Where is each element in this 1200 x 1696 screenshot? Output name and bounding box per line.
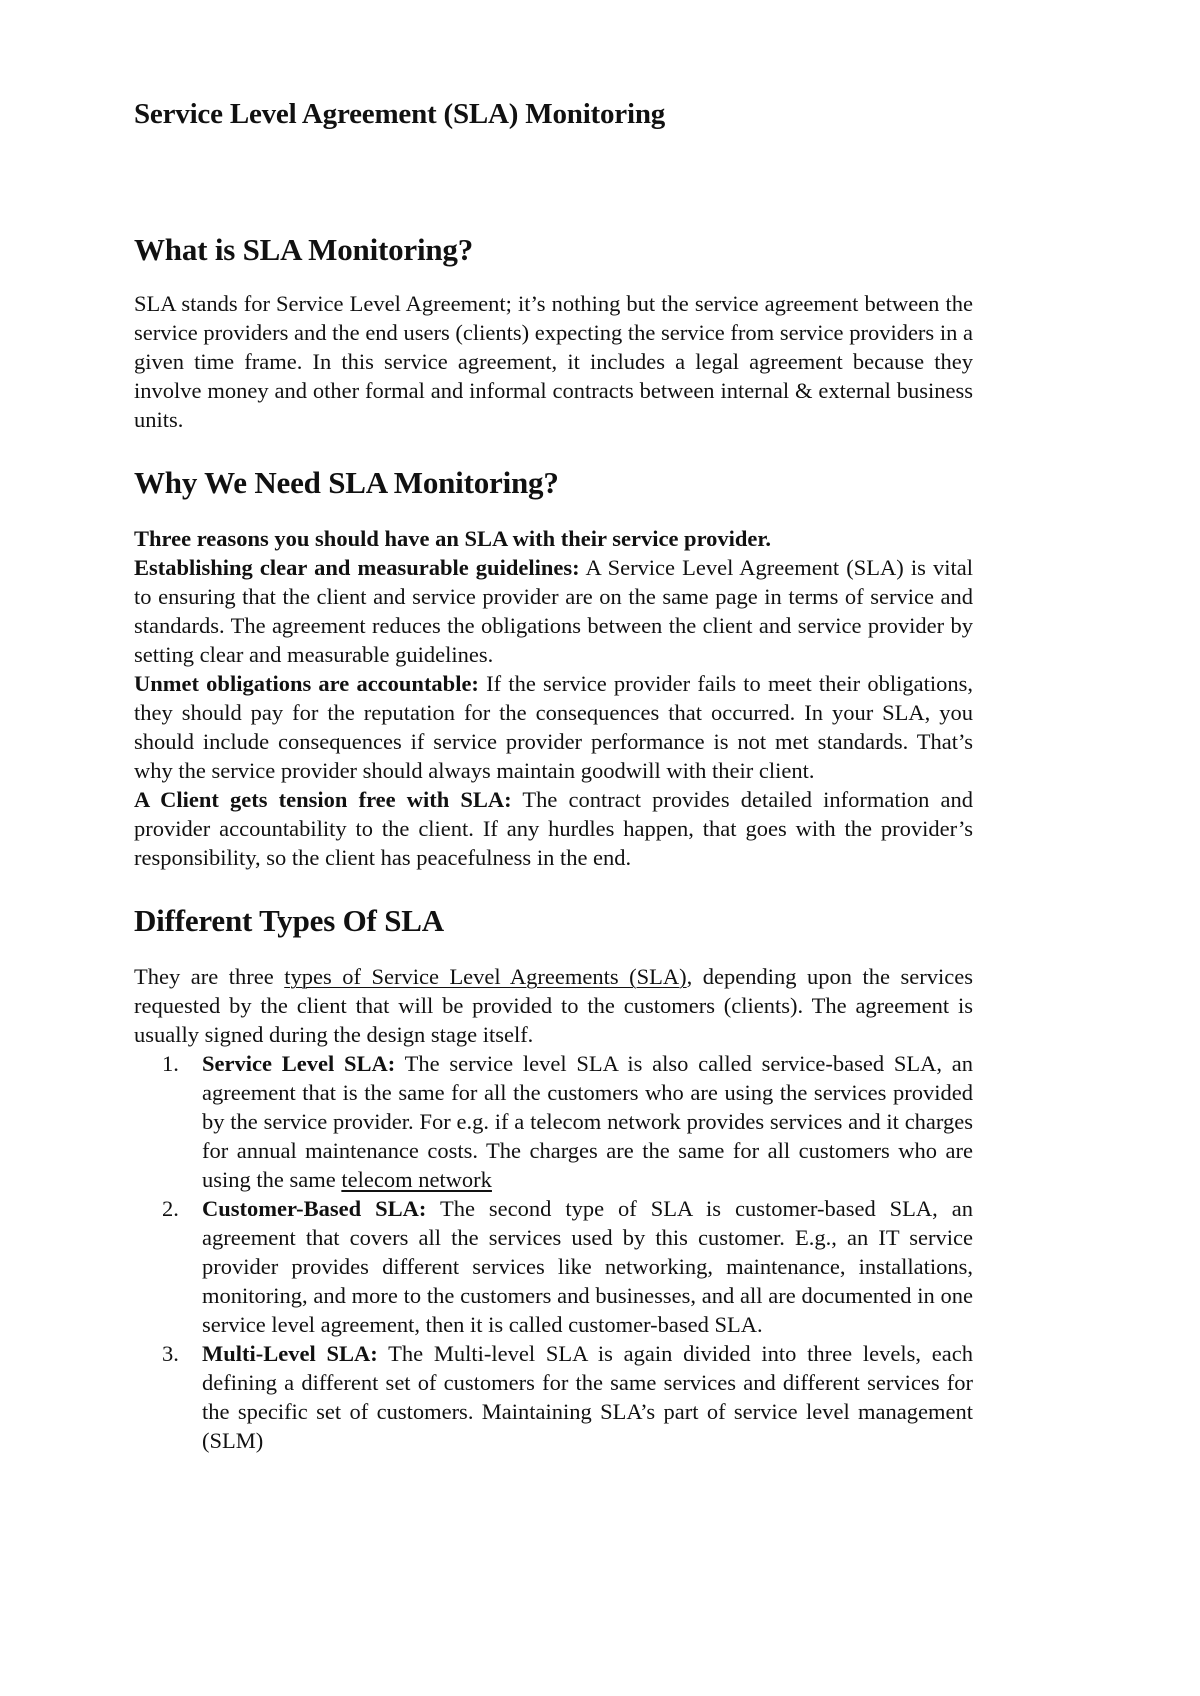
reason-label: Unmet obligations are accountable:: [134, 671, 479, 696]
reasons-intro-text: Three reasons you should have an SLA with their service provider.: [134, 526, 771, 551]
link-telecom-network[interactable]: telecom network: [341, 1167, 492, 1192]
list-item-text: The service level SLA is also called service-based SLA, an agreement that is the same for all the customers who are using the services provided by the service provider. For e.g. if a telecom network provides services and it charges for annual maintenance costs. The charges are the same for all customers who are using the same: [202, 1051, 973, 1192]
paragraph-types-intro: [134, 962, 973, 1049]
list-number: 1.: [162, 1051, 179, 1076]
list-number: 2.: [162, 1196, 179, 1221]
reason-tension-free: [134, 785, 973, 872]
heading-different-types-of-sla: Different Types Of SLA: [134, 903, 444, 938]
list-item-customer-based-sla: [134, 1194, 973, 1339]
document-title: Service Level Agreement (SLA) Monitoring: [134, 98, 666, 130]
reason-text: If the service provider fails to meet their obligations, they should pay for the reputation for the consequences that occurred. In your SLA, you should include consequences if service provider performance is not met standards. That’s why the service provider should always maintain goodwill with their client.: [134, 671, 973, 783]
reason-clear-guidelines: [134, 553, 973, 669]
types-intro-before: They are three: [134, 964, 285, 989]
reason-text: The contract provides detailed information and provider accountability to the client. If any hurdles happen, that goes with the provider’s responsibility, so the client has peacefulness in the end.: [134, 787, 973, 870]
reason-label: A Client gets tension free with SLA:: [134, 787, 512, 812]
list-item-label: Multi-Level SLA:: [202, 1341, 378, 1366]
reasons-block: [134, 524, 973, 872]
list-number: 3.: [162, 1341, 179, 1366]
heading-what-is-sla-monitoring: What is SLA Monitoring?: [134, 232, 474, 267]
list-item-label: Customer-Based SLA:: [202, 1196, 427, 1221]
list-item-multi-level-sla: [134, 1339, 973, 1455]
sla-types-list: [134, 1049, 973, 1455]
list-item-text: The Multi-level SLA is again divided into three levels, each defining a different set of customers for the same services and different services for the specific set of customers. Maintaining SLA’s part of service level management (SLM): [202, 1341, 973, 1453]
list-item-service-level-sla: [134, 1049, 973, 1194]
heading-why-we-need-sla-monitoring: Why We Need SLA Monitoring?: [134, 465, 559, 500]
reason-unmet-obligations: [134, 669, 973, 785]
list-item-label: Service Level SLA:: [202, 1051, 396, 1076]
types-intro-after: , depending upon the services requested by the client that will be provided to the customers (clients). The agreement is usually signed during the design stage itself.: [134, 964, 973, 1047]
reasons-intro: [134, 524, 973, 553]
list-item-text: The second type of SLA is customer-based SLA, an agreement that covers all the services used by this customer. E.g., an IT service provider provides different services like networking, maintenance, installations, monitoring, and more to the customers and businesses, and all are documented in one service level agreement, then it is called customer-based SLA.: [202, 1196, 974, 1337]
reason-text: A Service Level Agreement (SLA) is vital to ensuring that the client and service provider are on the same page in terms of service and standards. The agreement reduces the obligations between the client and service provider by setting clear and measurable guidelines.: [134, 555, 973, 667]
link-types-of-sla[interactable]: types of Service Level Agreements (SLA): [284, 964, 687, 989]
paragraph-sla-definition: SLA stands for Service Level Agreement; it’s nothing but the service agreement between the service providers and the end users (clients) expecting the service from service providers in a given time frame. In this service agreement, it includes a legal agreement because they involve money and other formal and informal contracts between internal & external business units.: [134, 291, 973, 432]
reason-label: Establishing clear and measurable guidelines:: [134, 555, 580, 580]
